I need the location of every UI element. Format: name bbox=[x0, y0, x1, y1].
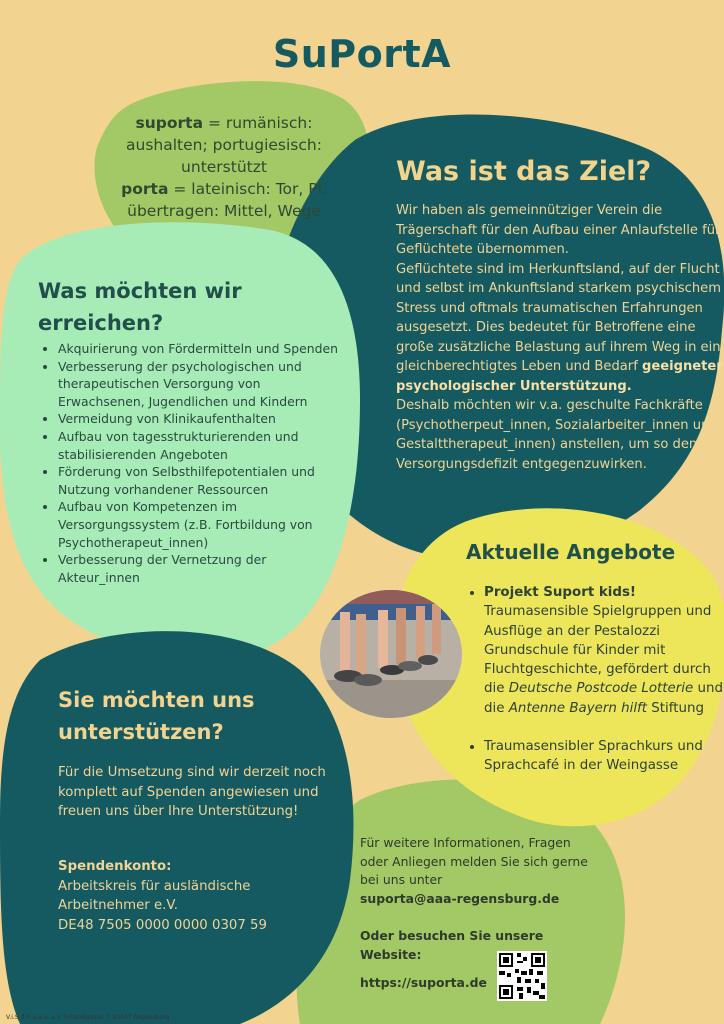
ziel-paragraph-3: Deshalb möchten wir v.a. geschulte Fachkräfte (Psychotherpeut_innen, Sozialarbeiter_innen und Gestalttherapeut_innen) anstellen, um so dem Versorgungsdefizit entgegenzuwirken. bbox=[396, 398, 718, 472]
list-item: • Verbesserung der Vernetzung der Akteur_innen bbox=[58, 551, 348, 586]
list-item: • Aufbau von Kompetenzen im Versorgungssystem (z.B. Fortbildung von Psychotherapeut_innen) bbox=[58, 498, 348, 551]
unterstuetzen-paragraph: Für die Umsetzung sind wir derzeit noch komplett auf Spenden angewiesen und freuen uns über Ihre Unterstützung! bbox=[58, 765, 326, 819]
website-link[interactable]: https://suporta.de bbox=[360, 975, 487, 990]
page-title: SuPortA bbox=[272, 32, 452, 76]
list-item: • Förderung von Selbsthilfepotentialen und Nutzung vorhandener Ressourcen bbox=[58, 463, 348, 498]
konto-iban: DE48 7505 0000 0000 0307 59 bbox=[58, 917, 267, 933]
definition-text-2: = lateinisch: Tor, Pl. übertragen: Mittel, Wege bbox=[127, 180, 327, 220]
konto-name: Arbeitskreis für ausländische Arbeitnehmer e.V. bbox=[58, 878, 251, 913]
definition-term-1: suporta bbox=[135, 114, 204, 132]
angebot-1-text-c: Stiftung bbox=[647, 700, 704, 716]
website-label: Oder besuchen Sie unsere Website: bbox=[360, 928, 544, 962]
erreichen-list bbox=[28, 340, 348, 586]
kids-photo-illustration bbox=[320, 590, 462, 718]
ziel-paragraph-2: Geflüchtete sind im Herkunftsland, auf der Flucht und selbst im Ankunftsland starkem psychischem Stress und oftmals traumatischen Erfahrungen ausgesetzt. Dies bedeutet für Betroffene eine große zusätzliche Belastung auf ihrem Weg in ein gleichberechtigtes Leben und Bedarf bbox=[396, 261, 721, 374]
list-item: • Vermeidung von Klinikaufenthalten bbox=[58, 410, 348, 428]
angebote-list bbox=[466, 583, 724, 795]
angebot-1-title: Projekt Suport kids! bbox=[484, 585, 637, 600]
konto-label: Spendenkonto: bbox=[58, 859, 172, 874]
qr-code-icon bbox=[497, 951, 547, 1001]
spendenkonto bbox=[58, 857, 318, 935]
unterstuetzen-heading: Sie möchten uns unterstützen? bbox=[58, 688, 255, 744]
angebot-1-italic-a: Deutsche Postcode Lotterie bbox=[508, 681, 694, 697]
ziel-heading: Was ist das Ziel? bbox=[396, 156, 652, 187]
definition-text bbox=[100, 112, 348, 222]
erreichen-heading: Was möchten wir erreichen? bbox=[38, 279, 242, 335]
list-item: • Akquirierung von Fördermitteln und Spenden bbox=[58, 340, 348, 358]
angebot-1-text-b: und die bbox=[484, 681, 723, 716]
email-link[interactable]: suporta@aaa-regensburg.de bbox=[360, 890, 560, 906]
definition-term-2: porta bbox=[121, 180, 169, 198]
info-paragraph: Für weitere Informationen, Fragen oder Anliegen melden Sie sich gerne bei uns unter bbox=[360, 835, 588, 887]
list-item bbox=[484, 583, 724, 718]
list-item: • Aufbau von tagesstrukturierenden und stabilisierenden Angeboten bbox=[58, 428, 348, 463]
definition-text-1: = rumänisch: aushalten; portugiesisch: unterstützt bbox=[126, 114, 322, 176]
list-item: • Verbesserung der psychologischen und therapeutischen Versorgung von Erwachsenen, Jugendlichen und Kindern bbox=[58, 358, 348, 411]
qr-code[interactable] bbox=[497, 951, 547, 1001]
kids-photo bbox=[320, 590, 462, 718]
footer-imprint: V.i.S.d.P. a.a.a. e.V. Erhardigasse 7, 93047 Regensburg bbox=[6, 1014, 170, 1021]
angebot-1-italic-b: Antenne Bayern hilft bbox=[508, 700, 648, 716]
angebote-heading: Aktuelle Angebote bbox=[466, 540, 676, 564]
angebot-1-text-a: Traumasensible Spielgruppen und Ausflüge an der Pestalozzi Grundschule für Kinder mit Fluchtgeschichte, gefördert durch die bbox=[484, 604, 712, 697]
ziel-paragraph-1: Wir haben als gemeinnütziger Verein die Trägerschaft für den Aufbau einer Anlaufstelle für Geflüchtete übernommen. bbox=[396, 203, 721, 257]
list-item: • Traumasensibler Sprachkurs und Sprachcafé in der Weingasse bbox=[484, 737, 724, 776]
ziel-paragraph bbox=[396, 201, 724, 474]
info-text bbox=[360, 834, 600, 908]
ziel-bold: geeigneter psychologischer Unterstützung. bbox=[396, 359, 723, 394]
